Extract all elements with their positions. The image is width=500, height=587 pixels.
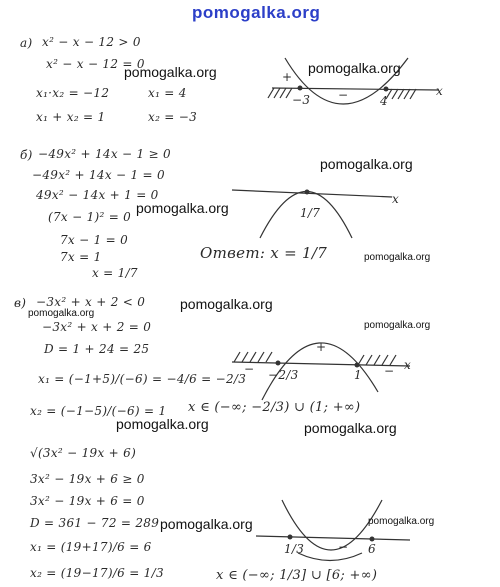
root-point-g-right bbox=[370, 537, 375, 542]
graph-v-plus: + bbox=[316, 340, 327, 354]
watermark: pomogalka.org bbox=[368, 516, 435, 527]
answer-b: Ответ: x = 1/7 bbox=[200, 244, 328, 262]
answer-v: x ∈ (−∞; −2/3) ∪ (1; +∞) bbox=[188, 400, 361, 415]
graph-v-minus-left: − bbox=[244, 362, 255, 376]
line-b-3: 49x² − 14x + 1 = 0 bbox=[36, 188, 159, 202]
root-point-b bbox=[305, 190, 310, 195]
line-g-1: √(3x² − 19x + 6) bbox=[30, 446, 137, 460]
graph-b-root: 1/7 bbox=[300, 206, 321, 220]
line-a-4: x₁ + x₂ = 1 bbox=[36, 110, 106, 124]
watermark: pomogalka.org bbox=[28, 308, 95, 319]
header-watermark: pomogalka.org bbox=[192, 3, 321, 22]
line-b-1: −49x² + 14x − 1 ≥ 0 bbox=[38, 147, 171, 161]
line-g-5: x₁ = (19+17)/6 = 6 bbox=[30, 540, 152, 554]
graph-b-axis: x bbox=[392, 192, 400, 206]
line-a-2: x² − x − 12 = 0 bbox=[46, 57, 145, 71]
root-point-a-right bbox=[384, 87, 389, 92]
graph-a-plus: + bbox=[282, 70, 293, 84]
line-v-4: x₁ = (−1+5)/(−6) = −4/6 = −2/3 bbox=[38, 372, 247, 386]
line-a-3: x₁·x₂ = −12 bbox=[36, 86, 110, 100]
graph-g bbox=[256, 500, 410, 561]
graph-v-minus-right: − bbox=[384, 364, 395, 378]
label-b: б) bbox=[20, 148, 33, 162]
line-v-2: −3x² + x + 2 = 0 bbox=[42, 320, 152, 334]
line-g-4: D = 361 − 72 = 289 bbox=[30, 516, 160, 530]
graph-a-root-right: 4 bbox=[380, 94, 388, 108]
root-point-a-left bbox=[298, 86, 303, 91]
graph-v-root-left: −2/3 bbox=[268, 368, 299, 382]
watermark: pomogalka.org bbox=[136, 200, 229, 216]
graph-a-minus: − bbox=[338, 88, 349, 102]
graph-g-root-left: 1/3 bbox=[284, 542, 305, 556]
watermark: pomogalka.org bbox=[124, 64, 217, 80]
root-point-v-left bbox=[276, 361, 281, 366]
line-g-2: 3x² − 19x + 6 ≥ 0 bbox=[30, 472, 145, 486]
graph-g-root-right: 6 bbox=[368, 542, 376, 556]
watermark: pomogalka.org bbox=[364, 320, 431, 331]
graph-v-axis: x bbox=[404, 358, 412, 372]
graph-a-root-left: −3 bbox=[292, 93, 311, 107]
line-a-6: x₂ = −3 bbox=[148, 110, 198, 124]
line-b-6: 7x = 1 bbox=[60, 250, 102, 264]
watermark: pomogalka.org bbox=[320, 156, 413, 172]
answer-g: x ∈ (−∞; 1/3] ∪ [6; +∞) bbox=[216, 568, 378, 583]
line-v-3: D = 1 + 24 = 25 bbox=[44, 342, 150, 356]
line-a-5: x₁ = 4 bbox=[148, 86, 187, 100]
line-b-7: x = 1/7 bbox=[92, 266, 138, 280]
line-b-5: 7x − 1 = 0 bbox=[60, 233, 129, 247]
label-v: в) bbox=[14, 296, 27, 310]
line-a-1: x² − x − 12 > 0 bbox=[42, 35, 141, 49]
watermark: pomogalka.org bbox=[304, 420, 397, 436]
watermark: pomogalka.org bbox=[180, 296, 273, 312]
watermark: pomogalka.org bbox=[116, 416, 209, 432]
line-g-6: x₂ = (19−17)/6 = 1/3 bbox=[30, 566, 164, 580]
watermark: pomogalka.org bbox=[308, 60, 401, 76]
graph-a-axis: x bbox=[436, 84, 444, 98]
label-a: а) bbox=[20, 36, 33, 50]
line-g-3: 3x² − 19x + 6 = 0 bbox=[30, 494, 145, 508]
graph-v-root-right: 1 bbox=[354, 368, 362, 382]
line-b-2: −49x² + 14x − 1 = 0 bbox=[32, 168, 165, 182]
line-v-5: x₂ = (−1−5)/(−6) = 1 bbox=[30, 404, 167, 418]
watermark: pomogalka.org bbox=[364, 252, 431, 263]
line-b-4: (7x − 1)² = 0 bbox=[48, 210, 132, 224]
watermark: pomogalka.org bbox=[160, 516, 253, 532]
line-v-1: −3x² + x + 2 < 0 bbox=[36, 295, 146, 309]
root-point-g-left bbox=[288, 535, 293, 540]
graph-g-minus: − bbox=[338, 540, 349, 554]
